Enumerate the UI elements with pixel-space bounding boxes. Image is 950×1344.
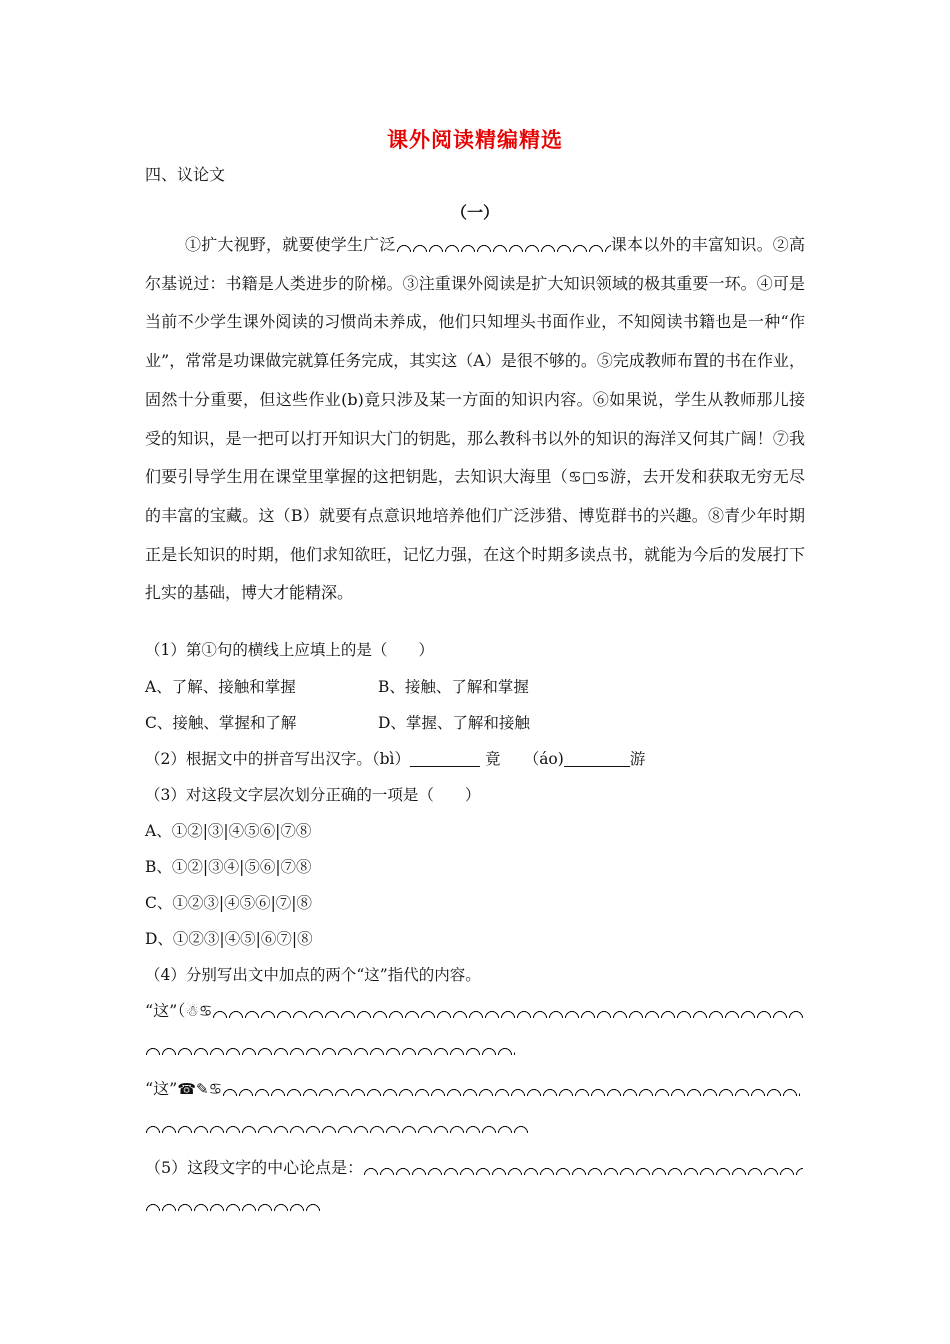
page-title: 课外阅读精编精选 — [387, 127, 563, 152]
wavy-blank — [396, 238, 611, 252]
answer-blank[interactable] — [564, 750, 630, 767]
garbled-glyph: ☎✎♋ — [177, 1080, 223, 1098]
section-heading: 四、议论文 — [145, 165, 226, 184]
question-3: （3）对这段文字层次划分正确的一项是（ ） — [145, 786, 481, 804]
garbled-glyph: ♋□♋ — [568, 468, 610, 487]
passage-text: 游，去开发和获取无穷无尽的丰富的宝藏。这（B）就要有点意识地培养他们广泛涉猎、博览群书的兴趣。⑧青少年时期正是长知识的时期，他们求知欲旺，记忆力强，在这个时期多读点书，就能为今后的发展打下扎实的基础，博大才能精深。 — [145, 467, 805, 603]
option-1a: A、了解、接触和掌握 — [145, 678, 296, 696]
question-5-text: （5）这段文字的中心论点是： — [145, 1158, 364, 1177]
answer-line — [145, 1194, 321, 1218]
question-2-text: 竟 （áo) — [484, 750, 564, 768]
question-5 — [145, 1155, 803, 1179]
answer-blank[interactable] — [410, 750, 480, 767]
wavy-answer-line[interactable] — [212, 1004, 804, 1018]
answer-prefix: “这”（ — [145, 1001, 186, 1020]
passage-text: ①扩大视野，就要使学生广泛 — [185, 235, 396, 254]
option-1b: B、接触、了解和掌握 — [378, 678, 529, 696]
wavy-answer-line[interactable] — [363, 1161, 803, 1175]
option-3a: A、①②|③|④⑤⑥|⑦⑧ — [145, 822, 312, 840]
answer-prefix: “这” — [145, 1079, 178, 1098]
question-2-text: （2）根据文中的拼音写出汉字。（bì） — [145, 750, 410, 768]
option-3d: D、①②③|④⑤|⑥⑦|⑧ — [145, 930, 313, 948]
wavy-answer-line[interactable] — [145, 1197, 321, 1211]
question-2 — [145, 747, 645, 769]
answer-line — [145, 1116, 529, 1140]
option-1c: C、接触、掌握和了解 — [145, 714, 297, 732]
option-3b: B、①②|③④|⑤⑥|⑦⑧ — [145, 858, 312, 876]
passage-text: 课本以外的丰富知识。②高尔基说过：书籍是人类进步的阶梯。③注重课外阅读是扩大知识领域的极其重要一环。④可是当前不少学生课外阅读的习惯尚未养成，他们只知埋头书面作业，不知阅读书籍也是一种“作业”，常常是功课做完就算任务完成，其实这（A）是很不够的。⑤完成教师布置的书在作业，固然十分重要，但这些作业(b)竟只涉及某一方面的知识内容。⑥如果说，学生从教师那儿接受的知识，是一把可以打开知识大门的钥匙，那么教科书以外的知识的海洋又何其广阔！⑦我们要引导学生用在课堂里掌握的这把钥匙，去知识大海里（ — [145, 235, 805, 487]
passage-number: （一） — [450, 203, 499, 222]
answer-line — [145, 998, 804, 1022]
option-1d: D、掌握、了解和接触 — [378, 714, 530, 732]
question-4: （4）分别写出文中加点的两个“这”指代的内容。 — [145, 966, 481, 984]
garbled-glyph: ☃♋ — [185, 1002, 213, 1020]
wavy-answer-line[interactable] — [145, 1119, 529, 1133]
wavy-answer-line[interactable] — [222, 1082, 800, 1096]
answer-line — [145, 1076, 800, 1100]
answer-line — [145, 1038, 515, 1062]
question-1: （1）第①句的横线上应填上的是（ ） — [145, 641, 434, 659]
question-2-text: 游 — [629, 750, 646, 768]
option-3c: C、①②③|④⑤⑥|⑦|⑧ — [145, 894, 313, 912]
wavy-answer-line[interactable] — [145, 1041, 515, 1055]
passage-paragraph — [145, 226, 805, 613]
